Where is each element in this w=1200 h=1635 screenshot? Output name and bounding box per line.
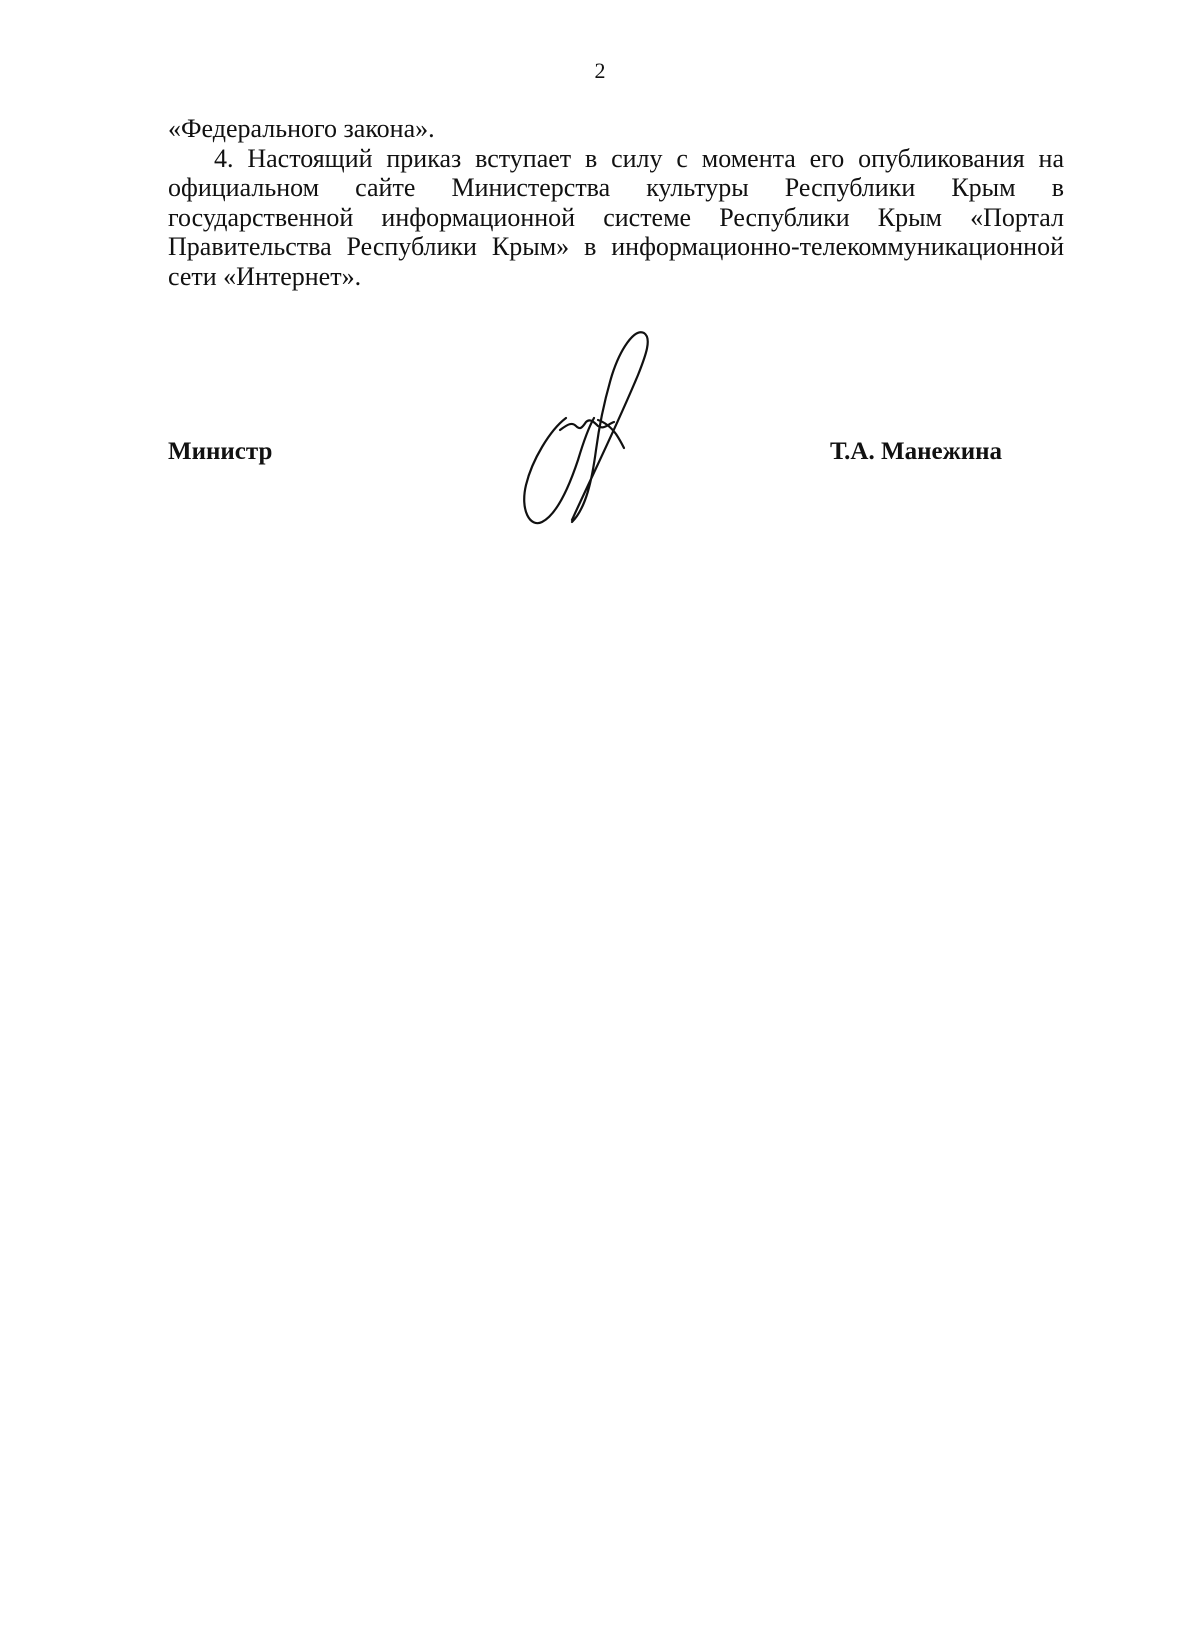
paragraph-4: 4. Настоящий приказ вступает в силу с момента его опубликования на официальном сайте Министерства культуры Республики Крым в государственной информационной системе Республики Крым «Портал Правительства Республики Крым» в информационно-телекоммуникационной сети «Интернет». — [168, 143, 1064, 291]
page-number: 2 — [594, 58, 606, 83]
document-body — [168, 114, 1064, 291]
signatory-position: Министр — [168, 438, 273, 465]
continuation-text: «Федерального закона». — [168, 114, 435, 143]
signatory-name: Т.А. Манежина — [830, 438, 1003, 465]
handwritten-signature-icon — [520, 330, 690, 545]
